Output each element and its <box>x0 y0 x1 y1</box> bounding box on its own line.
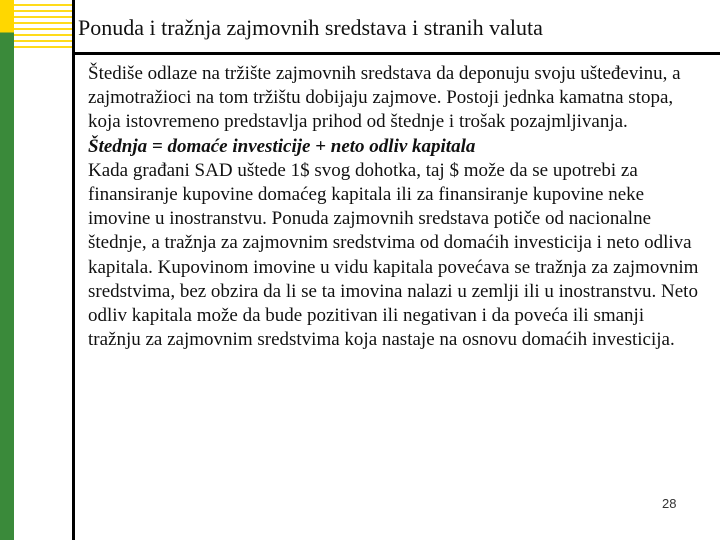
slide-body <box>88 62 700 352</box>
decorative-stripes <box>14 0 72 48</box>
vertical-divider <box>72 0 75 540</box>
title-divider <box>72 52 720 55</box>
decorative-left-bar <box>0 0 14 540</box>
paragraph-intro: Štediše odlaze na tržište zajmovnih sredstava da deponuju svoju ušteđevinu, a zajmotražioci na tom tržištu dobijaju zajmove. Postoji jednka kamatna stopa, koja istovremeno predstavlja prihod od štednje i trošak pozajmljivanja. <box>88 63 681 133</box>
slide-title: Ponuda i tražnja zajmovnih sredstava i stranih valuta <box>78 15 543 40</box>
paragraph-explanation: Kada građani SAD uštede 1$ svog dohotka, taj $ može da se upotrebi za finansiranje kupovine domaćeg kapitala ili za finansiranje kupovine neke imovine u inostranstvu. Ponuda zajmovnih sredstava potiče od nacionalne štednje, a tražnja za zajmovnim sredstvima od domaćih investicija i neto odliva kapitala. Kupovinom imovine u vidu kapitala povećava se tražnja za zajmovnim sredstvima, bez obzira da li se ta imovina nalazi u zemlji ili u inostranstvu. Neto odliv kapitala može da bude pozitivan ili negativan i da poveća ili smanji tražnju za zajmovnim sredstvima koja nastaje na osnovu domaćih investicija. <box>88 159 699 351</box>
savings-equation: Štednja = domaće investicije + neto odliv kapitala <box>88 135 476 157</box>
page-number: 28 <box>662 496 677 511</box>
